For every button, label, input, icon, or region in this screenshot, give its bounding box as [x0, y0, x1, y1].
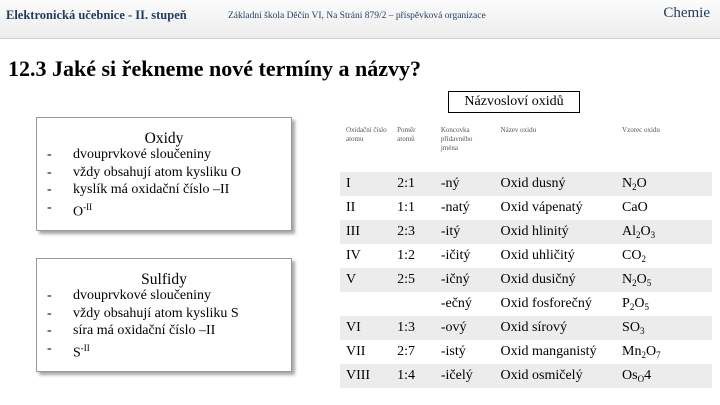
sulfidy-list — [37, 287, 291, 362]
oxidation-number-cell — [340, 292, 391, 316]
oxide-name-cell: Oxid dusný — [495, 172, 617, 196]
slide-title: 12.3 Jaké si řekneme nové termíny a názvy? — [8, 56, 422, 81]
suffix-cell: -natý — [435, 196, 495, 220]
sulfidy-item: - síra má oxidační číslo –II — [37, 322, 291, 340]
oxidation-number-cell: III — [340, 220, 391, 244]
header-atom-ratio: Poměr atomů — [397, 126, 416, 143]
suffix-cell: -ičný — [435, 268, 495, 292]
suffix-cell: -ný — [435, 172, 495, 196]
oxidy-list — [37, 146, 291, 221]
sulfidy-item: - $S^{-II}$ — [37, 340, 291, 362]
sulfidy-item: - dvouprvkové sloučeniny — [37, 287, 291, 305]
table-row — [340, 340, 712, 364]
oxidation-number-cell: II — [340, 196, 391, 220]
table-row — [340, 220, 712, 244]
suffix-cell: -ový — [435, 316, 495, 340]
table-row — [340, 268, 712, 292]
atom-ratio-cell: 1:4 — [391, 364, 435, 388]
table-body — [340, 172, 712, 388]
table-header-row — [340, 118, 712, 172]
oxidy-item: - kyslík má oxidační číslo –II — [37, 181, 291, 199]
atom-ratio-cell: 1:1 — [391, 196, 435, 220]
oxidation-number-cell: VI — [340, 316, 391, 340]
table-row — [340, 172, 712, 196]
formula-cell: $Os_O4$ — [616, 364, 712, 388]
formula-cell: CaO — [616, 196, 712, 220]
atom-ratio-cell: 2:7 — [391, 340, 435, 364]
oxide-name-cell: Oxid sírový — [495, 316, 617, 340]
suffix-cell: -ičelý — [435, 364, 495, 388]
oxide-name-cell: Oxid hlinitý — [495, 220, 617, 244]
suffix-cell: -ečný — [435, 292, 495, 316]
oxide-name-cell: Oxid vápenatý — [495, 196, 617, 220]
formula-cell: $CO_2$ — [616, 244, 712, 268]
oxidation-number-cell: VII — [340, 340, 391, 364]
table-row — [340, 316, 712, 340]
atom-ratio-cell — [391, 292, 435, 316]
table-row — [340, 196, 712, 220]
suffix-cell: -itý — [435, 220, 495, 244]
atom-ratio-cell: 1:2 — [391, 244, 435, 268]
table-row — [340, 364, 712, 388]
formula-cell: $SO_3$ — [616, 316, 712, 340]
header-oxide-name: Název oxidu — [500, 126, 537, 134]
header-oxide-formula: Vzorec oxidu — [622, 126, 660, 134]
atom-ratio-cell: 2:5 — [391, 268, 435, 292]
sulfidy-item: - vždy obsahují atom kysliku S — [37, 305, 291, 323]
subject-label: Chemie — [663, 5, 710, 21]
table-row — [340, 244, 712, 268]
header-adjective-suffix: Koncovka přídavného jména — [440, 126, 473, 152]
oxidation-number-cell: I — [340, 172, 391, 196]
suffix-cell: -ičitý — [435, 244, 495, 268]
section-subtitle: Názvosloví oxidů — [448, 91, 580, 113]
oxidation-number-cell: IV — [340, 244, 391, 268]
formula-cell: $P_2O_5$ — [616, 292, 712, 316]
oxide-name-cell: Oxid uhličitý — [495, 244, 617, 268]
table-row — [340, 292, 712, 316]
formula-cell: $Al_2O_3$ — [616, 220, 712, 244]
school-name: Základní škola Děčín VI, Na Stráni 879/2 – příspěvková organizace — [228, 11, 486, 21]
oxidy-panel — [36, 117, 292, 231]
formula-cell: $N_2O$ — [616, 172, 712, 196]
atom-ratio-cell: 2:3 — [391, 220, 435, 244]
oxidation-number-cell: V — [340, 268, 391, 292]
oxidy-item: - dvouprvkové sloučeniny — [37, 146, 291, 164]
oxide-name-cell: Oxid osmičelý — [495, 364, 617, 388]
oxidy-title: Oxidy — [144, 130, 184, 147]
textbook-label: Elektronická učebnice - II. stupeň — [6, 8, 187, 22]
atom-ratio-cell: 2:1 — [391, 172, 435, 196]
oxidation-number-cell: VIII — [340, 364, 391, 388]
suffix-cell: -istý — [435, 340, 495, 364]
header-oxidation-number: Oxidační číslo atomu — [346, 126, 387, 143]
sulfidy-title: Sulfidy — [141, 271, 187, 288]
oxide-name-cell: Oxid manganistý — [495, 340, 617, 364]
oxide-name-cell: Oxid fosforečný — [495, 292, 617, 316]
sulfidy-panel — [36, 258, 292, 372]
oxidy-item: - $O^{-II}$ — [37, 199, 291, 221]
formula-cell: $Mn_2O_7$ — [616, 340, 712, 364]
oxidy-item: - vždy obsahují atom kysliku O — [37, 164, 291, 182]
atom-ratio-cell: 1:3 — [391, 316, 435, 340]
oxide-name-cell: Oxid dusičný — [495, 268, 617, 292]
oxides-table — [340, 118, 712, 388]
formula-cell: $N_2O_5$ — [616, 268, 712, 292]
slide-header — [0, 0, 720, 39]
